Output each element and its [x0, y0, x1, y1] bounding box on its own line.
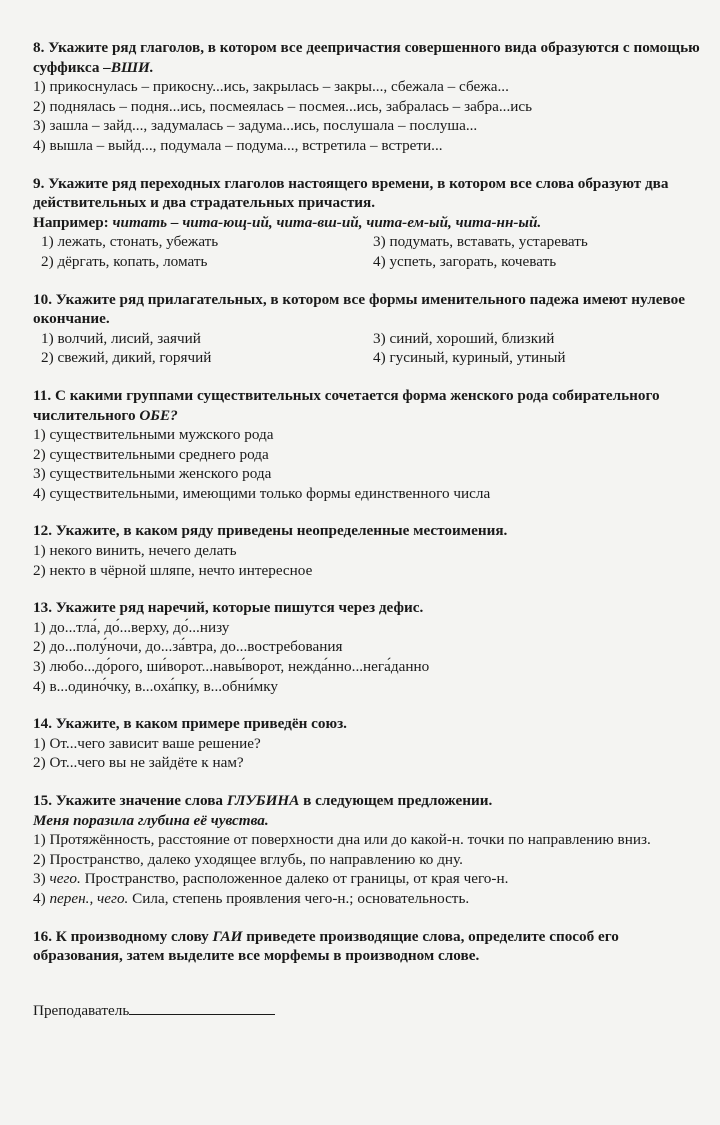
question-9-title: 9. Укажите ряд переходных глаголов настоящего времени, в котором все слова образуют два действительных и два страдательных причастия. — [33, 174, 669, 212]
question-12-option-2: 2) некто в чёрной шляпе, нечто интересное — [33, 561, 313, 579]
question-12 — [33, 521, 700, 580]
question-16 — [33, 927, 700, 966]
question-16-title: 16. К производному слову ГАИ приведете производящие слова, определите способ его образования, затем выделите все морфемы в производном слове. — [33, 927, 619, 965]
signature-blank — [129, 1000, 275, 1015]
question-10-title: 10. Укажите ряд прилагательных, в котором все формы именительного падежа имеют нулевое окончание. — [33, 290, 685, 328]
question-9-example: Например: читать – чита-ющ-ий, чита-вш-ий, чита-ем-ый, чита-нн-ый. — [33, 213, 542, 231]
question-14-option-1: 1) От...чего зависит ваше решение? — [33, 734, 261, 752]
question-8 — [33, 38, 700, 156]
question-10-options — [33, 329, 700, 368]
question-9-options — [33, 232, 700, 271]
question-15-option-3: 3) чего. Пространство, расположенное далеко от границы, от края чего-н. — [33, 870, 509, 888]
question-13-option-1: 1) до...тла́, до́...верху, до́...низу — [33, 618, 230, 636]
question-13 — [33, 598, 700, 696]
question-15-option-1: 1) Протяжённость, расстояние от поверхности дна или до какой-н. точки по направлению вниз. — [33, 831, 651, 849]
question-15-title: 15. Укажите значение слова ГЛУБИНА в следующем предложении. — [33, 792, 493, 809]
question-8-option-2: 2) поднялась – подня...ись, посмеялась – посмея...ись, забралась – забра...ись — [33, 97, 533, 115]
question-15-option-2: 2) Пространство, далеко уходящее вглубь, по направлению ко дну. — [33, 850, 463, 868]
question-8-title: 8. Укажите ряд глаголов, в котором все деепричастия совершенного вида образуются с помощью суффикса –ВШИ. — [33, 39, 700, 76]
question-13-option-2: 2) до...полу́ночи, до...за́втра, до...востребования — [33, 638, 343, 656]
question-14-option-2: 2) От...чего вы не зайдёте к нам? — [33, 754, 244, 772]
question-15 — [33, 791, 700, 909]
question-14-title: 14. Укажите, в каком примере приведён союз. — [33, 715, 347, 733]
question-13-title: 13. Укажите ряд наречий, которые пишутся через дефис. — [33, 599, 424, 617]
question-8-option-4: 4) вышла – выйд..., подумала – подума..., встретила – встрети... — [33, 136, 443, 154]
question-8-option-1: 1) прикоснулась – прикосну...ись, закрылась – закры..., сбежала – сбежа... — [33, 78, 509, 96]
question-10-option-3: 3) синий, хороший, близкий — [373, 329, 555, 347]
question-10-option-1: 1) волчий, лисий, заячий — [41, 329, 201, 347]
question-10-option-4: 4) гусиный, куриный, утиный — [373, 349, 566, 367]
teacher-label: Преподаватель — [33, 1001, 130, 1019]
question-13-option-4: 4) в...одино́чку, в...оха́пку, в...обни́мку — [33, 677, 278, 695]
question-11-option-1: 1) существительными мужского рода — [33, 426, 274, 444]
question-9 — [33, 174, 700, 272]
question-11-option-3: 3) существительными женского рода — [33, 465, 272, 483]
question-11-title: 11. С какими группами существительных сочетается форма женского рода собирательного числительного ОБЕ? — [33, 386, 660, 424]
question-9-option-4: 4) успеть, загорать, кочевать — [373, 252, 557, 270]
question-8-option-3: 3) зашла – зайд..., задумалась – задума...ись, послушала – послуша... — [33, 117, 478, 135]
question-11-option-4: 4) существительными, имеющими только формы единственного числа — [33, 484, 491, 502]
question-9-option-1: 1) лежать, стонать, убежать — [41, 233, 219, 251]
question-12-option-1: 1) некого винить, нечего делать — [33, 542, 237, 560]
question-15-sentence: Меня поразила глубина её чувства. — [33, 811, 269, 829]
question-9-option-3: 3) подумать, вставать, устаревать — [373, 233, 588, 251]
question-11 — [33, 386, 700, 504]
question-9-option-2: 2) дёргать, копать, ломать — [41, 252, 208, 270]
question-14 — [33, 714, 700, 773]
question-10 — [33, 290, 700, 368]
question-15-option-4: 4) перен., чего. Сила, степень проявления чего-н.; основательность. — [33, 889, 470, 907]
question-11-option-2: 2) существительными среднего рода — [33, 445, 269, 463]
teacher-signature-line — [33, 1000, 700, 1021]
question-12-title: 12. Укажите, в каком ряду приведены неопределенные местоимения. — [33, 522, 508, 540]
question-10-option-2: 2) свежий, дикий, горячий — [41, 349, 212, 367]
question-13-option-3: 3) любо...до́рого, ши́ворот...навы́ворот, нежда́нно...нега́данно — [33, 658, 430, 676]
